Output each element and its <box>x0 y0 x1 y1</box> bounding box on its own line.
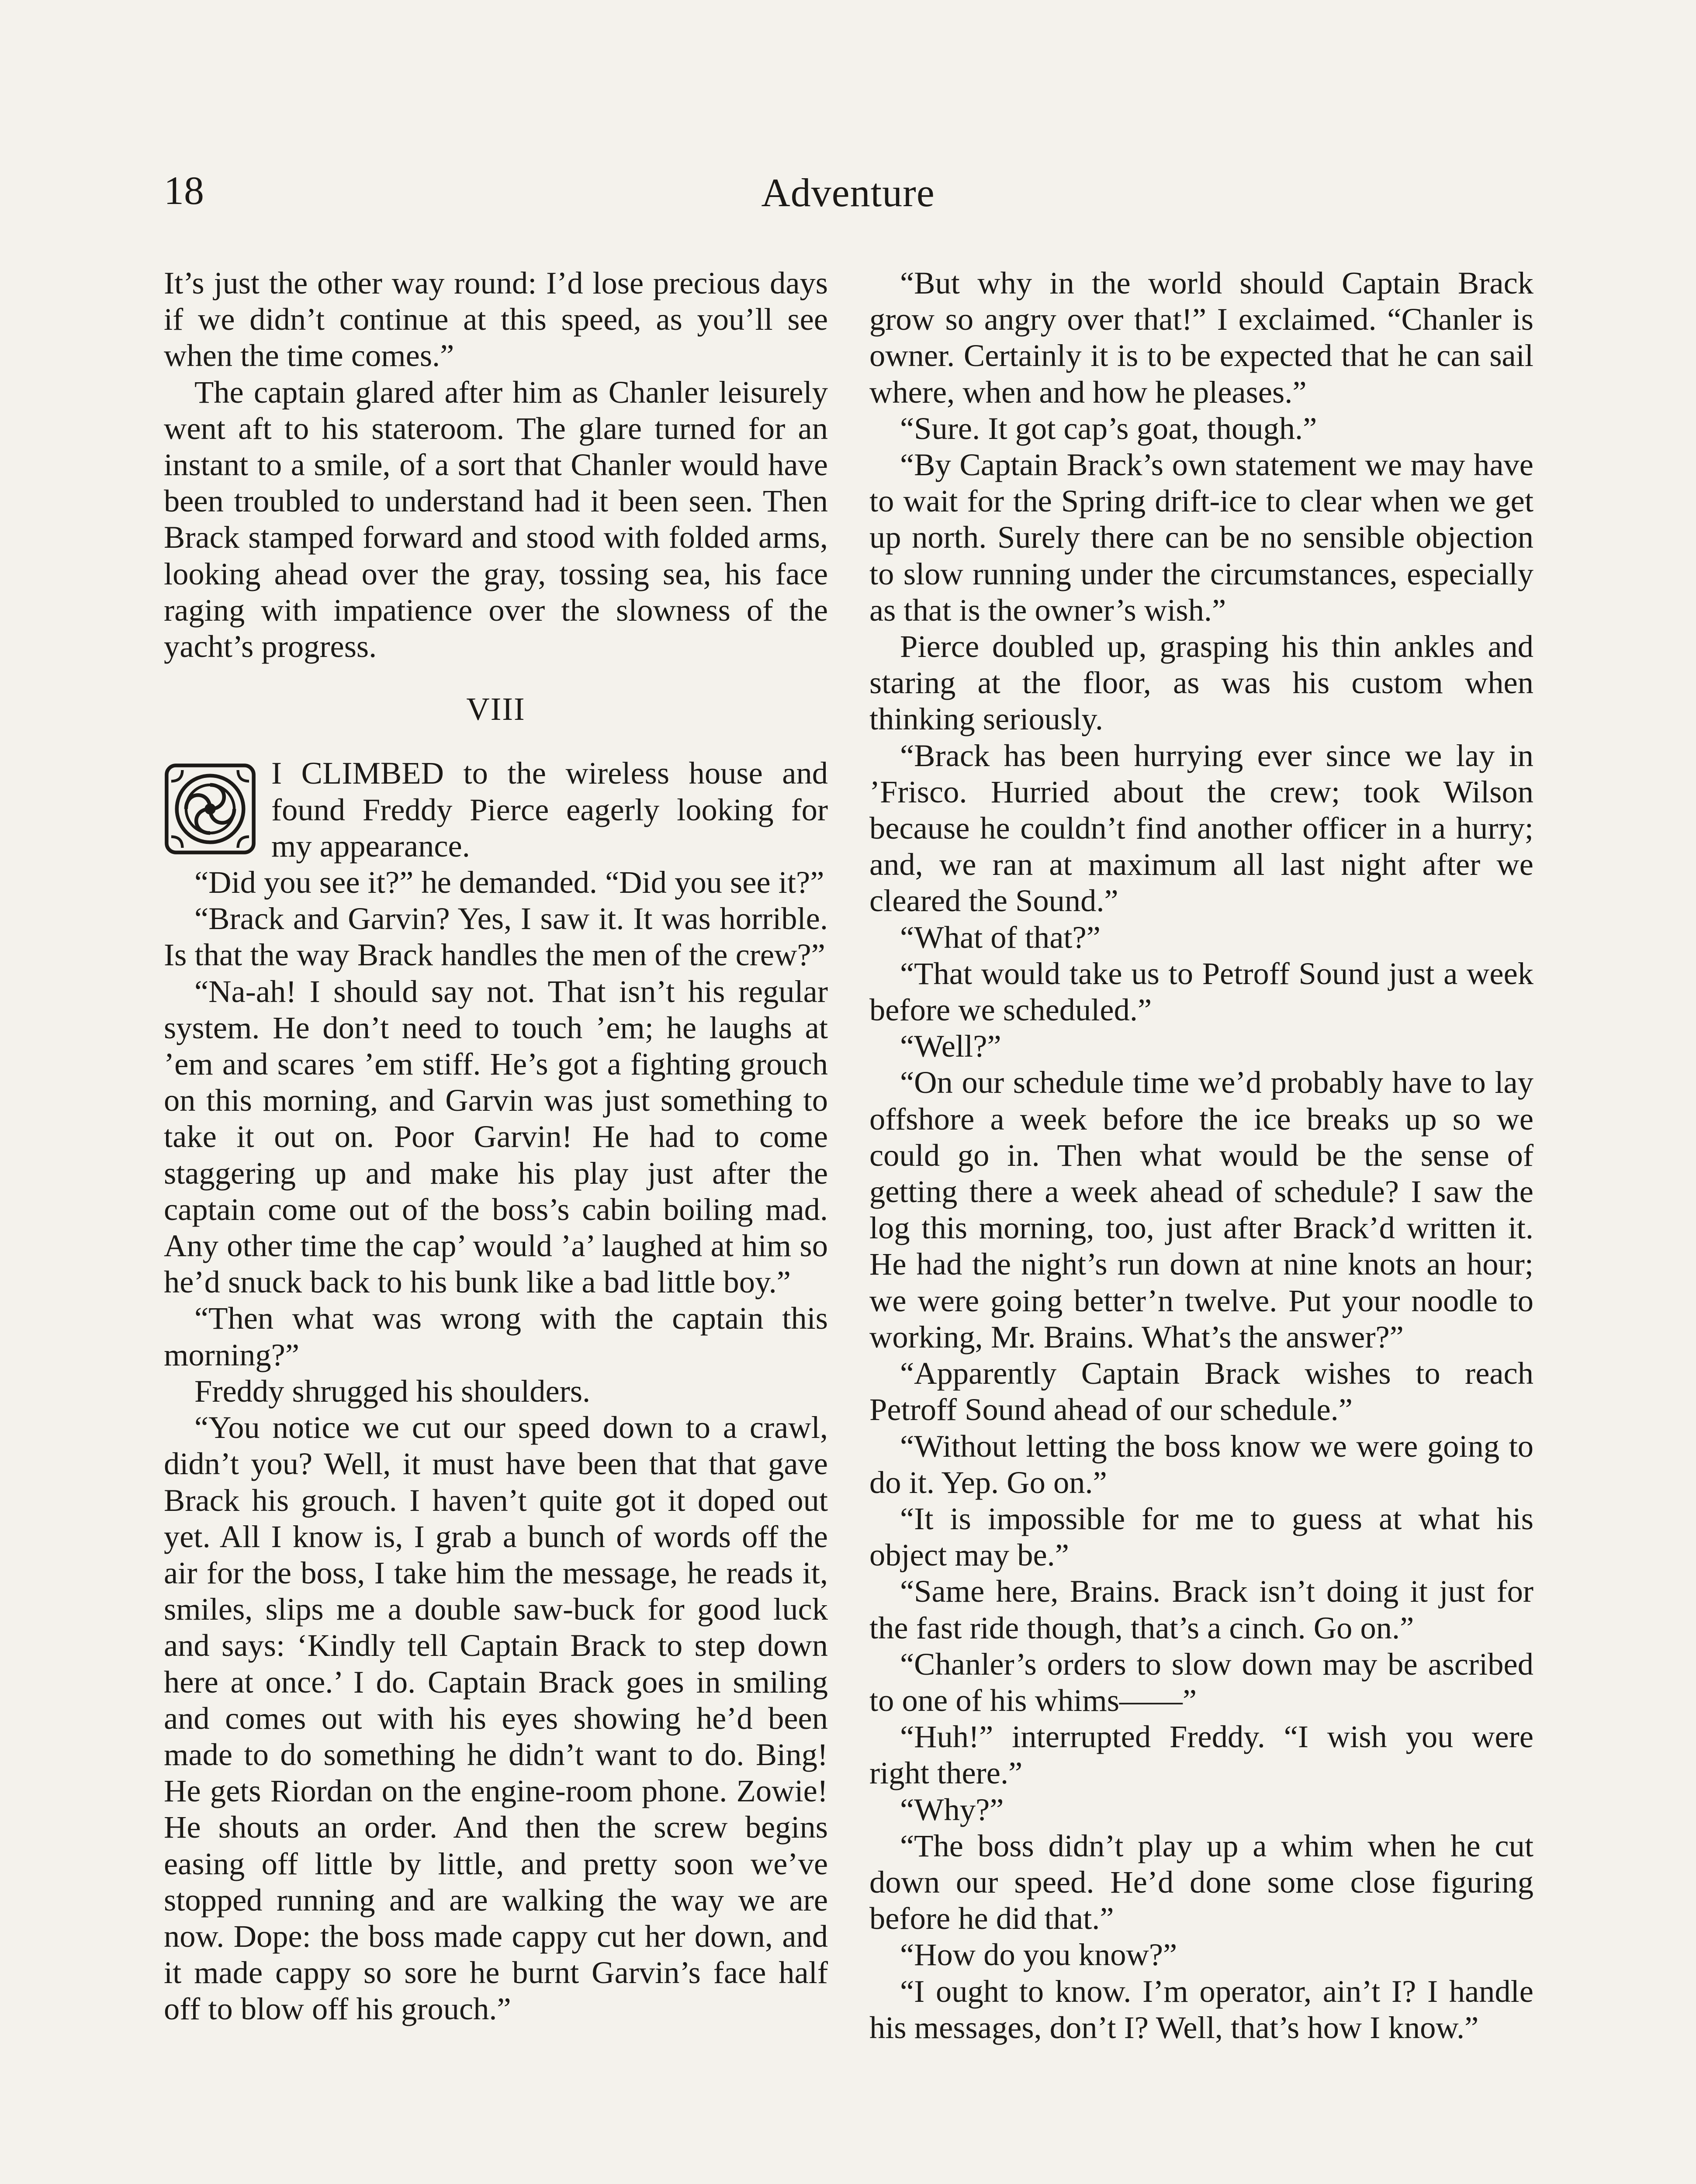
paragraph: “That would take us to Petroff Sound just a week before we scheduled.” <box>869 955 1533 1028</box>
section-opening <box>164 755 828 864</box>
left-column <box>164 265 828 2027</box>
paragraph: “But why in the world should Captain Brack grow so angry over that!” I exclaimed. “Chanler is owner. Certainly it is to be expected that he can sail where, when and how he pleases.” <box>869 265 1533 410</box>
paragraph: “Well?” <box>900 1028 1001 1064</box>
paragraph: “Sure. It got cap’s goat, though.” <box>900 410 1317 446</box>
paragraph: “Why?” <box>900 1791 1004 1827</box>
paragraph: Freddy shrugged his shoulders. <box>194 1373 591 1409</box>
paragraph: “I ought to know. I’m operator, ain’t I? I handle his messages, don’t I? Well, that’s how I know.” <box>869 1973 1533 2045</box>
paragraph: “Apparently Captain Brack wishes to reach Petroff Sound ahead of our schedule.” <box>869 1355 1533 1427</box>
right-column <box>869 265 1533 2046</box>
paragraph: “How do you know?” <box>900 1937 1177 1973</box>
paragraph: “What of that?” <box>900 919 1101 955</box>
section-heading: VIII <box>466 691 526 728</box>
celtic-knot-ornament-icon <box>164 763 256 855</box>
paragraph: Pierce doubled up, grasping his thin ankles and staring at the floor, as was his custom when thinking seriously. <box>869 629 1533 737</box>
paragraph: “Without letting the boss know we were going to do it. Yep. Go on.” <box>869 1428 1533 1500</box>
paragraph: “Same here, Brains. Brack isn’t doing it just for the fast ride though, that’s a cinch. Go on.” <box>869 1573 1533 1645</box>
paragraph: “On our schedule time we’d probably have to lay offshore a week before the ice breaks up so we could go in. Then what would be the sense of getting there a week ahead of schedule? I saw the log this morning, too, just after Brack’d written it. He had the night’s run down at nine knots an hour; we were going better’n twelve. Put your noodle to working, Mr. Brains. What’s the answer?” <box>869 1064 1533 1355</box>
paragraph: “Huh!” interrupted Freddy. “I wish you were right there.” <box>869 1719 1533 1791</box>
paragraph: “Brack has been hurrying ever since we lay in ’Frisco. Hurried about the crew; took Wilson because he couldn’t find another officer in a hurry; and, we ran at maximum all last night after we cleared the Sound.” <box>869 737 1533 919</box>
running-title: Adventure <box>761 170 935 215</box>
paragraph: It’s just the other way round: I’d lose precious days if we didn’t continue at this speed, as you’ll see when the time comes.” <box>164 265 828 373</box>
paragraph: “The boss didn’t play up a whim when he cut down our speed. He’d done some close figuring before he did that.” <box>869 1828 1533 1936</box>
paragraph: “Did you see it?” he demanded. “Did you see it?” <box>194 864 824 900</box>
paragraph: “Brack and Garvin? Yes, I saw it. It was horrible. Is that the way Brack handles the men of the crew?” <box>164 901 828 973</box>
paragraph: “It is impossible for me to guess at what his object may be.” <box>869 1500 1533 1573</box>
paragraph: “Chanler’s orders to slow down may be ascribed to one of his whims——” <box>869 1646 1533 1718</box>
opening-paragraph: I CLIMBED to the wireless house and found Freddy Pierce eagerly looking for my appearance. <box>271 755 828 864</box>
page-number: 18 <box>164 168 204 213</box>
paragraph: “Then what was wrong with the captain this morning?” <box>164 1300 828 1372</box>
paragraph: “By Captain Brack’s own statement we may have to wait for the Spring drift-ice to clear when we get up north. Surely there can be no sensible objection to slow running under the circumstances, especially as that is the owner’s wish.” <box>869 447 1533 628</box>
paragraph: “Na-ah! I should say not. That isn’t his regular system. He don’t need to touch ’em; he laughs at ’em and scares ’em stiff. He’s got a fighting grouch on this morning, and Garvin was just something to take it out on. Poor Garvin! He had to come staggering up and make his play just after the captain come out of the boss’s cabin boiling mad. Any other time the cap’ would ’a’ laughed at him so he’d snuck back to his bunk like a bad little boy.” <box>164 973 828 1300</box>
paragraph: The captain glared after him as Chanler leisurely went aft to his stateroom. The glare turned for an instant to a smile, of a sort that Chanler would have been troubled to understand had it been seen. Then Brack stamped forward and stood with folded arms, looking ahead over the gray, tossing sea, his face raging with impatience over the slowness of the yacht’s progress. <box>164 374 828 664</box>
paragraph: “You notice we cut our speed down to a crawl, didn’t you? Well, it must have been that that gave Brack his grouch. I haven’t quite got it doped out yet. All I know is, I grab a bunch of words off the air for the boss, I take him the message, he reads it, smiles, slips me a double saw-buck for good luck and says: ‘Kindly tell Captain Brack to step down here at once.’ I do. Captain Brack goes in smiling and comes out with his eyes showing he’d been made to do something he didn’t want to do. Bing! He gets Riordan on the engine-room phone. Zowie! He shouts an order. And then the screw begins easing off little by little, and pretty soon we’ve stopped running and are walking the way we are now. Dope: the boss made cappy cut her down, and it made cappy so sore he burnt Garvin’s face half off to blow off his grouch.” <box>164 1410 828 2027</box>
